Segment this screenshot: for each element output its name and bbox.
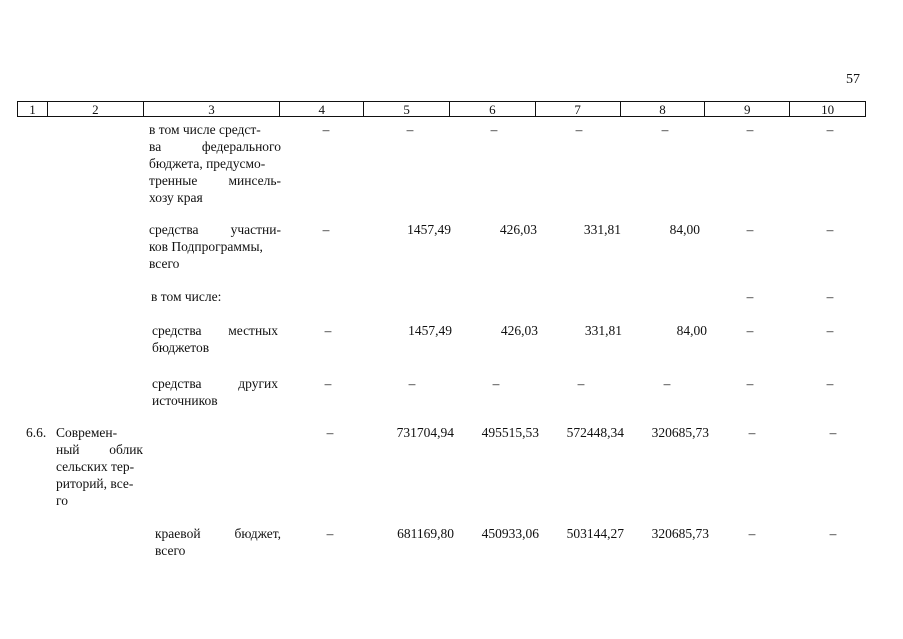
cell-col-8: – <box>663 376 671 391</box>
header-col-2: 2 <box>48 102 144 116</box>
desc-line: в том числе средст- <box>149 122 261 137</box>
header-col-1: 1 <box>18 102 48 116</box>
cell-col-8: – <box>661 122 669 137</box>
cell-col-10: – <box>826 222 834 237</box>
cell-col-4: – <box>324 323 332 338</box>
row-number: 6.6. <box>26 425 47 440</box>
cell-col-9: – <box>746 222 754 237</box>
cell-col-10: – <box>826 122 834 137</box>
table-header-row <box>17 101 866 117</box>
row-description <box>155 525 281 559</box>
row-description <box>149 121 281 206</box>
desc-line: краевой бюджет, <box>155 526 281 541</box>
cell-col-4: – <box>322 222 330 237</box>
cell-col-7: 503144,27 <box>566 526 624 541</box>
name-line: ный облик <box>56 442 143 457</box>
desc-line: всего <box>155 543 186 558</box>
desc-line: источников <box>152 393 218 408</box>
header-col-9: 9 <box>705 102 790 116</box>
cell-col-4: – <box>324 376 332 391</box>
cell-col-10: – <box>826 289 834 304</box>
cell-col-10: – <box>829 526 837 541</box>
cell-col-10: – <box>826 376 834 391</box>
cell-col-9: – <box>746 376 754 391</box>
header-col-8: 8 <box>621 102 706 116</box>
row-description <box>151 288 283 305</box>
name-line: сельских тер- <box>56 459 135 474</box>
header-col-7: 7 <box>536 102 621 116</box>
cell-col-6: 495515,53 <box>481 425 539 440</box>
cell-col-5: – <box>406 122 414 137</box>
desc-line: в том числе: <box>151 289 222 304</box>
cell-col-5: 731704,94 <box>396 425 454 440</box>
desc-line: тренные минсель- <box>149 173 281 188</box>
cell-col-7: 331,81 <box>583 222 621 237</box>
cell-col-7: – <box>577 376 585 391</box>
cell-col-6: 426,03 <box>500 323 538 338</box>
desc-line: бюджетов <box>152 340 210 355</box>
cell-col-6: – <box>490 122 498 137</box>
row-description <box>152 375 278 409</box>
cell-col-9: – <box>746 323 754 338</box>
cell-col-8: 84,00 <box>676 323 707 338</box>
header-col-10: 10 <box>821 102 835 117</box>
cell-col-8: 84,00 <box>669 222 700 237</box>
cell-col-9: – <box>746 289 754 304</box>
cell-col-5: 1457,49 <box>408 323 452 338</box>
cell-col-9: – <box>748 425 756 440</box>
cell-col-5: 1457,49 <box>407 222 451 237</box>
desc-line: бюджета, предусмо- <box>149 156 266 171</box>
cell-col-7: 572448,34 <box>566 425 624 440</box>
desc-line: хозу края <box>149 190 203 205</box>
page-number: 57 <box>846 72 860 87</box>
name-line: го <box>56 493 68 508</box>
cell-col-4: – <box>322 122 330 137</box>
cell-col-8: 320685,73 <box>651 425 709 440</box>
name-line: риторий, все- <box>56 476 134 491</box>
cell-col-8: 320685,73 <box>651 526 709 541</box>
cell-col-10: – <box>826 323 834 338</box>
cell-col-7: – <box>575 122 583 137</box>
cell-col-5: – <box>408 376 416 391</box>
cell-col-6: – <box>492 376 500 391</box>
cell-col-10: – <box>829 425 837 440</box>
desc-line: всего <box>149 256 180 271</box>
row-name <box>56 424 143 509</box>
cell-col-5: 681169,80 <box>397 526 454 541</box>
header-col-5: 5 <box>364 102 450 116</box>
header-col-3: 3 <box>144 102 281 116</box>
cell-col-6: 426,03 <box>499 222 537 237</box>
row-description <box>152 322 278 356</box>
name-line: Современ- <box>56 425 118 440</box>
desc-line: средства участни- <box>149 222 281 237</box>
row-description <box>149 221 281 272</box>
cell-col-6: 450933,06 <box>481 526 539 541</box>
cell-col-4: – <box>326 425 334 440</box>
header-col-6: 6 <box>450 102 536 116</box>
header-col-4: 4 <box>280 102 364 116</box>
desc-line: ва федерального <box>149 139 281 154</box>
desc-line: средства местных <box>152 323 278 338</box>
cell-col-7: 331,81 <box>584 323 622 338</box>
desc-line: ков Подпрограммы, <box>149 239 263 254</box>
cell-col-9: – <box>746 122 754 137</box>
desc-line: средства других <box>152 376 278 391</box>
cell-col-9: – <box>748 526 756 541</box>
cell-col-4: – <box>326 526 334 541</box>
